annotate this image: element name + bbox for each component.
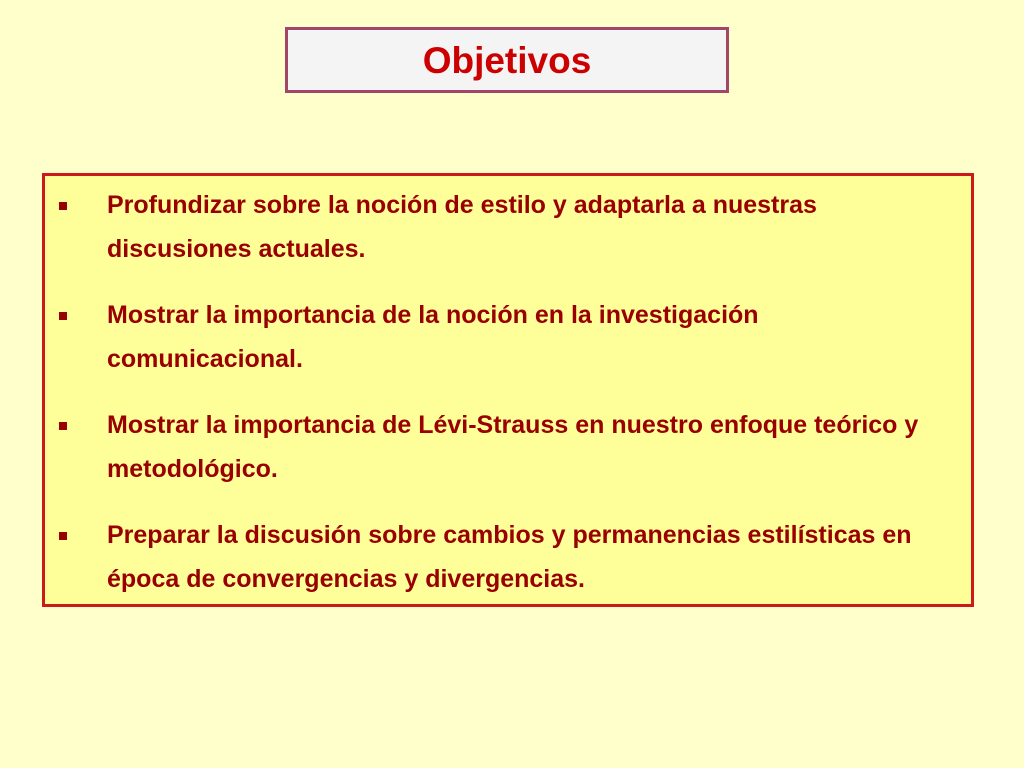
square-bullet-icon [59,532,67,540]
objective-text: Profundizar sobre la noción de estilo y adaptarla a nuestras discusiones actuales. [107,191,817,263]
slide-title-box [285,27,729,93]
objective-text: Mostrar la importancia de Lévi-Strauss en nuestro enfoque teórico y metodológico. [107,411,919,483]
objectives-box [42,173,974,607]
slide-title: Objetivos [422,39,592,81]
square-bullet-icon [59,312,67,320]
objective-text: Preparar la discusión sobre cambios y permanencias estilísticas en época de convergencias y divergencias. [107,521,912,593]
objective-text: Mostrar la importancia de la noción en la investigación comunicacional. [107,301,759,373]
square-bullet-icon [59,422,67,430]
square-bullet-icon [59,202,67,210]
